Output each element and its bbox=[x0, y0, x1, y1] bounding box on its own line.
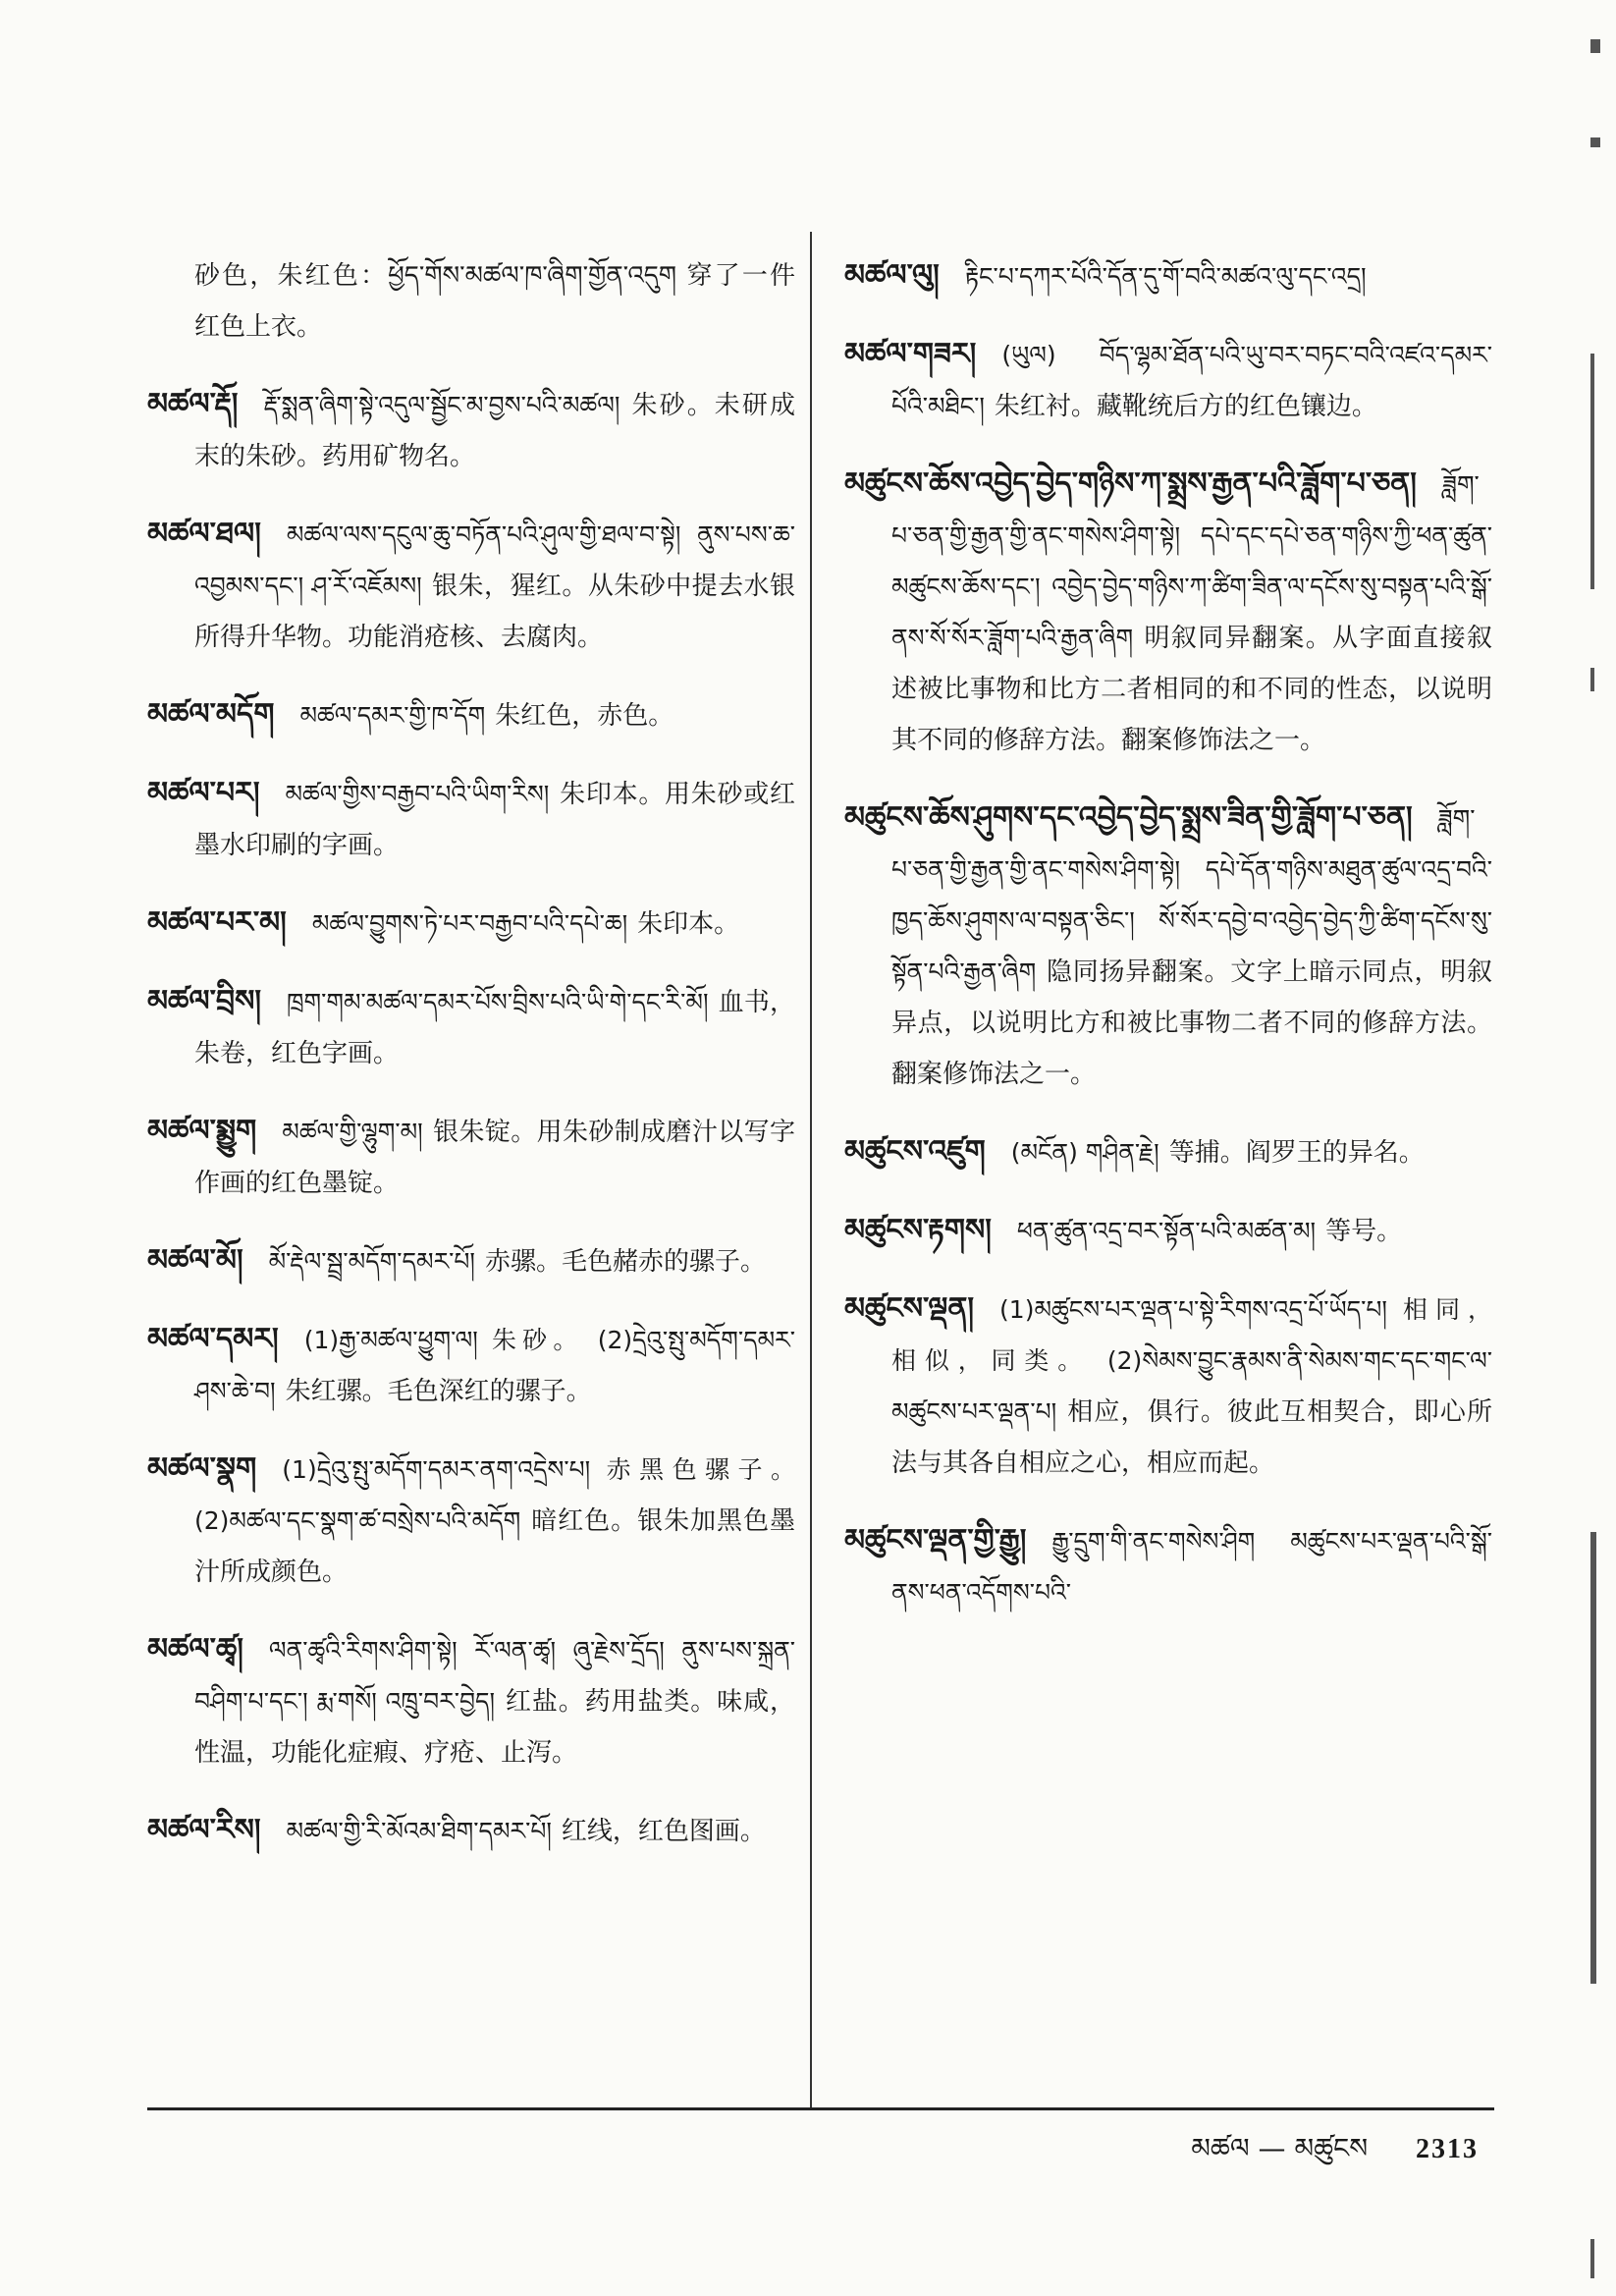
entry-headword: མཚུངས་འཛུག bbox=[844, 1134, 986, 1169]
dictionary-entry bbox=[844, 1284, 1492, 1489]
entry-tibetan: རྟིང་པ་དཀར་པོའི་དོན་དུ་གོ་བའི་མཚའ་ལུ་དང་འདྲ། bbox=[964, 262, 1367, 291]
entry-gloss: 朱红骡。毛色深红的骡子。 bbox=[285, 1377, 592, 1406]
entry-headword: མཚལ་པར་མ། bbox=[147, 905, 287, 940]
edge-mark bbox=[1590, 39, 1600, 53]
dictionary-entry bbox=[844, 793, 1492, 1100]
dictionary-entry bbox=[147, 1624, 795, 1778]
entry-gloss: 朱印本。 bbox=[637, 909, 740, 939]
entry-headword: མཚལ་བྲིས། bbox=[147, 984, 262, 1018]
edge-mark bbox=[1590, 2239, 1594, 2278]
entry-gloss: 相应，俱行。彼此互相契合，即心所法与其各自相应之心，相应而起。 bbox=[891, 1397, 1492, 1478]
entry-gloss: 等捕。阎罗王的异名。 bbox=[1168, 1138, 1425, 1168]
entry-headword: མཚལ་རྡོ། bbox=[147, 387, 239, 421]
entry-headword: མཚུངས་རྟགས། bbox=[844, 1213, 992, 1247]
dictionary-entry bbox=[147, 898, 795, 950]
entry-gloss: 朱红衬。藏靴统后方的红色镶边。 bbox=[994, 392, 1377, 421]
dictionary-entry bbox=[147, 250, 795, 353]
entry-headword: མཚུངས་ལྡན་གྱི་རྒྱུ། bbox=[844, 1523, 1027, 1558]
entry-tibetan: མཚལ་གྱི་ལྷུག་མ། bbox=[282, 1118, 423, 1146]
entry-tibetan: (1)རྒྱ་མཚལ་ཕྱུག་ལ། 朱砂。 (2)དྲེའུ་སྤུ་མདོག་དམར་ཤས་ཆེ་བ། bbox=[194, 1326, 795, 1405]
entry-tibetan: ཁྲག་གམ་མཚལ་དམར་པོས་བྲིས་པའི་ཡི་གེ་དང་རི་མོ། bbox=[287, 988, 709, 1016]
dictionary-entry bbox=[844, 1205, 1492, 1257]
entry-tibetan: (1)དྲེའུ་སྤུ་མདོག་དམར་ནག་འདྲེས་པ། 赤黑色骡子。 (2)མཚལ་དང་སྣག་ཚ་བསྲེས་པའི་མདོག bbox=[194, 1455, 795, 1535]
entry-gloss: 血书，朱卷，红色字画。 bbox=[194, 988, 795, 1068]
entry-headword: མཚལ་སྣག bbox=[147, 1451, 257, 1486]
page-footer bbox=[1191, 2117, 1479, 2195]
entry-gloss: 朱砂。未研成末的朱砂。药用矿物名。 bbox=[194, 391, 795, 471]
entry-headword: མཚུངས་ལྡན། bbox=[844, 1291, 975, 1326]
entry-tibetan: (མངོན) གཤིན་རྗེ། bbox=[1010, 1138, 1159, 1167]
edge-mark bbox=[1590, 1532, 1596, 1984]
entry-tibetan: མཚལ་དམར་གྱི་ཁ་དོག bbox=[299, 701, 486, 730]
left-column bbox=[147, 224, 795, 1865]
dictionary-entry bbox=[147, 1314, 795, 1417]
entry-tibetan: ཟློག་པ་ཅན་གྱི་རྒྱན་གྱི་ནང་གསེས་ཤིག་སྟེ། དཔེ་དོན་གཉིས་མཐུན་ཚུལ་འདྲ་བའི་ཁྱད་ཆོས་ཤུགས་ལ་བསྟན་ཅིང་། སོ་སོར་དབྱེ་བ་འབྱེད་བྱེད་ཀྱི་ཚིག་དངོས་སུ་སྟོན་པའི་རྒྱན་ཞིག bbox=[891, 804, 1492, 986]
entry-tibetan: མཚལ་ལས་དངུལ་ཆུ་བཏོན་པའི་ཤུལ་གྱི་ཐལ་བ་སྟེ། ནུས་པས་ཆ་འབྱམས་དང་། ཤ་རོ་འཇོམས། bbox=[194, 520, 795, 600]
dictionary-entry bbox=[147, 509, 795, 663]
edge-mark bbox=[1590, 137, 1600, 147]
entry-tibetan: མོ་རྡེལ་སྦྲ་མདོག་དམར་པོ། bbox=[268, 1247, 475, 1276]
entry-gloss: 砂色，朱红色：ཕྱོད་གོས་མཚལ་ཁ་ཞིག་གྱོན་འདུག 穿了一件红色上衣。 bbox=[194, 261, 795, 342]
entry-headword: མཚལ་རིས། bbox=[147, 1813, 261, 1847]
dictionary-entry bbox=[147, 1805, 795, 1857]
entry-gloss: 明叙同异翻案。从字面直接叙述被比事物和比方二者相同的和不同的性态，以说明其不同的修辞方法。翻案修饰法之一。 bbox=[891, 624, 1492, 755]
entry-tibetan: རྒྱུ་དྲུག་གི་ནང་གསེས་ཤིག མཚུངས་པར་ལྡན་པའི་སྒོ་ནས་ཕན་འདོགས་པའི་ bbox=[891, 1527, 1492, 1607]
entry-headword: མཚལ་པར། bbox=[147, 776, 260, 810]
entry-tibetan: མཚལ་གྱིས་བརྒྱབ་པའི་ཡིག་རིས། bbox=[285, 780, 550, 808]
entry-headword: མཚལ་དམར། bbox=[147, 1322, 279, 1356]
entry-headword: མཚལ་ཐལ། bbox=[147, 517, 261, 551]
dictionary-entry bbox=[844, 1126, 1492, 1178]
entry-tibetan: མཚལ་བྱུགས་ཏེ་པར་བརྒྱབ་པའི་དཔེ་ཆ། bbox=[311, 909, 628, 938]
dictionary-entry bbox=[147, 768, 795, 871]
entry-tibetan: (ཡུལ) བོད་ལྷམ་ཐོན་པའི་ཡུ་བར་བཏང་བའི་འཛའ་དམར་པོའི་མཐིང་། bbox=[891, 341, 1492, 420]
dictionary-entry bbox=[844, 459, 1492, 766]
entry-headword: མཚུངས་ཆོས་འབྱེད་བྱེད་གཉིས་ཀ་སྨྲས་རྒྱན་པའི་ཟློག་པ་ཅན། bbox=[844, 466, 1417, 501]
entry-headword: མཚལ་མོ། bbox=[147, 1243, 243, 1278]
entry-tibetan: ལན་ཚྭའི་རིགས་ཤིག་སྟེ། རོ་ལན་ཚྭ། ཞུ་རྗེས་དྲོད། ནུས་པས་སྐྲན་བཤིག་པ་དང་། རྨ་གསོ། འཁྲུ་བར་བྱེད། bbox=[194, 1636, 795, 1716]
entry-gloss: 朱红色，赤色。 bbox=[495, 701, 674, 731]
entry-headword: མཚལ་ལུ། bbox=[844, 258, 940, 293]
entry-gloss: 等号。 bbox=[1325, 1217, 1403, 1246]
entry-tibetan: མཚལ་གྱི་རི་མོའམ་ཐིག་དམར་པོ། bbox=[286, 1817, 552, 1845]
entry-gloss: 隐同扬异翻案。文字上暗示同点，明叙异点，以说明比方和被比事物二者不同的修辞方法。翻案修饰法之一。 bbox=[891, 957, 1492, 1089]
dictionary-entry bbox=[147, 976, 795, 1079]
dictionary-entry bbox=[147, 689, 795, 741]
dictionary-entry bbox=[147, 1444, 795, 1598]
entry-gloss: 银朱锭。用朱砂制成磨汁以写字作画的红色墨锭。 bbox=[194, 1118, 795, 1198]
entry-gloss: 银朱，猩红。从朱砂中提去水银所得升华物。功能消疮核、去腐肉。 bbox=[194, 572, 795, 652]
footer-rule bbox=[147, 2107, 1494, 2110]
entry-gloss: 暗红色。银朱加黑色墨汁所成颜色。 bbox=[194, 1506, 795, 1587]
entry-headword: མཚུངས་ཆོས་ཤུགས་དང་འབྱེད་བྱེད་སྨྲས་ཟིན་གྱི་ཟློག་པ་ཅན། bbox=[844, 800, 1413, 835]
running-head: མཚལ — མཚུངས bbox=[1191, 2132, 1369, 2164]
entry-gloss: 朱印本。用朱砂或红墨水印刷的字画。 bbox=[194, 780, 795, 860]
scan-edge-marks bbox=[1583, 39, 1608, 2288]
entry-gloss: 赤骡。毛色赭赤的骡子。 bbox=[484, 1247, 766, 1277]
entry-headword: མཚལ་གཟར། bbox=[844, 337, 977, 371]
entry-gloss: 红线，红色图画。 bbox=[561, 1817, 766, 1846]
entry-headword: མཚལ་སྨྱུག bbox=[147, 1114, 257, 1148]
right-column bbox=[844, 224, 1492, 1626]
entry-tibetan: ཟློག་པ་ཅན་གྱི་རྒྱན་གྱི་ནང་གསེས་ཤིག་སྟེ། དཔེ་དང་དཔེ་ཅན་གཉིས་ཀྱི་ཕན་ཚུན་མཚུངས་ཆོས་དང་། འབྱེད་བྱེད་གཉིས་ཀ་ཚིག་ཟིན་ལ་དངོས་སུ་བསྟན་པའི་སྒོ་ནས་སོ་སོར་ཟློག་པའི་རྒྱན་ཞིག bbox=[891, 470, 1492, 652]
dictionary-entry bbox=[147, 1106, 795, 1209]
entry-headword: མཚལ་ཚྭ། bbox=[147, 1632, 243, 1667]
edge-mark bbox=[1590, 668, 1594, 691]
page-number: 2313 bbox=[1416, 2134, 1479, 2164]
entry-tibetan: རྡོ་སྨན་ཞིག་སྟེ་འདུལ་སྦྱོང་མ་བྱས་པའི་མཚལ། bbox=[263, 391, 620, 419]
entry-tibetan: ཕན་ཚུན་འདྲ་བར་སྟོན་པའི་མཚན་མ། bbox=[1016, 1217, 1317, 1245]
dictionary-entry bbox=[844, 1515, 1492, 1618]
dictionary-entry bbox=[844, 250, 1492, 302]
dictionary-entry bbox=[844, 329, 1492, 432]
dictionary-entry bbox=[147, 379, 795, 482]
column-divider bbox=[810, 232, 812, 2109]
entry-gloss: 红盐。药用盐类。味咸，性温，功能化症瘕、疗疮、止泻。 bbox=[194, 1687, 795, 1768]
entry-tibetan: (1)མཚུངས་པར་ལྡན་པ་སྟེ་རིགས་འདྲ་པོ་ཡོད་པ། 相同，相似，同类。 (2)སེམས་བྱུང་རྣམས་ནི་སེམས་གང་དང་གང་ལ་མཚུངས་པར་ལྡན་པ། bbox=[891, 1295, 1492, 1426]
entry-headword: མཚལ་མདོག bbox=[147, 697, 275, 732]
edge-mark bbox=[1590, 354, 1594, 589]
dictionary-entry bbox=[147, 1235, 795, 1287]
